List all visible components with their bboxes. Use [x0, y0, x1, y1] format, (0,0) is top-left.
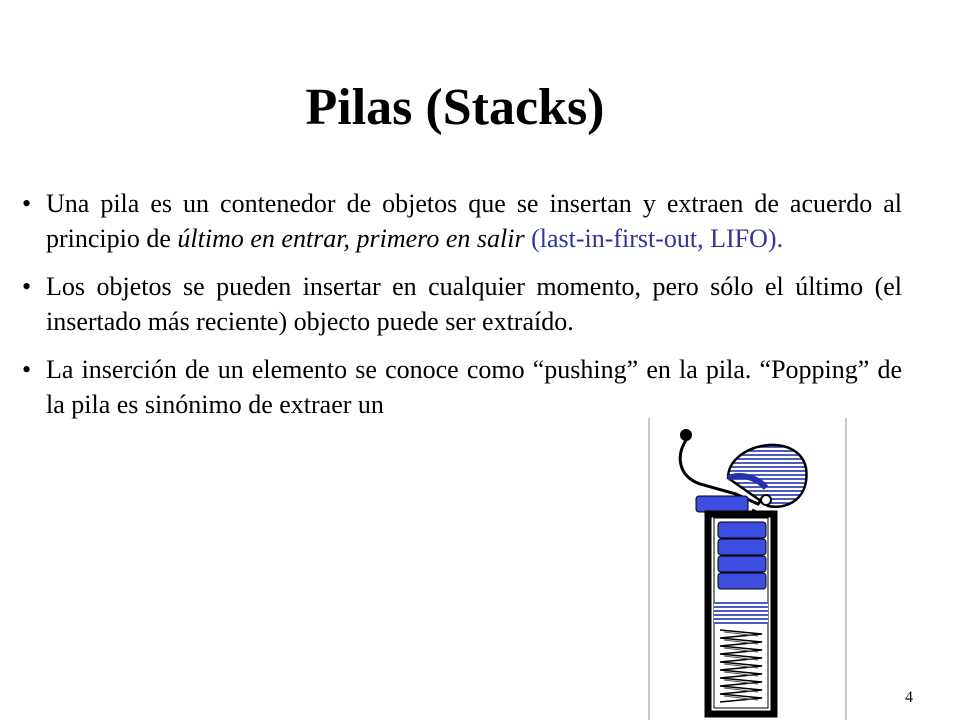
- bullet-text: [46, 186, 902, 256]
- bullet-item-push-pop: [22, 352, 902, 422]
- bullet-text-part: (: [524, 224, 540, 253]
- bullet-text-italic: último en entrar, primero en salir: [177, 224, 525, 253]
- candy-stack: [718, 522, 766, 589]
- bullet-list: [22, 186, 902, 435]
- bullet-item-lifo-definition: [22, 186, 902, 256]
- bullet-text-part: Una pila es un contenedor de objetos que se insertan y extraen de acuerdo al principio de: [46, 189, 902, 253]
- pez-dispenser-stack-icon: [648, 418, 858, 720]
- dispenser-head: [680, 429, 806, 507]
- page-number: 4: [905, 689, 913, 706]
- bullet-text: La inserción de un elemento se conoce como “pushing” en la pila. “Popping” de la pila es sinónimo de extraer un: [46, 355, 902, 419]
- bullet-text-blue: last-in-first-out, LIFO: [539, 224, 768, 253]
- bullet-marker: •: [22, 189, 32, 218]
- bullet-text-part: ).: [767, 224, 784, 253]
- slide-title: Pilas (Stacks): [305, 79, 605, 136]
- bullet-marker: •: [22, 272, 32, 301]
- bullet-text: Los objetos se pueden insertar en cualquier momento, pero sólo el último (el insertado más reciente) objecto puede ser extraído.: [46, 272, 902, 336]
- bullet-item-insert-extract: [22, 269, 902, 339]
- bullet-marker: •: [22, 355, 32, 384]
- candy-popped: [696, 496, 748, 512]
